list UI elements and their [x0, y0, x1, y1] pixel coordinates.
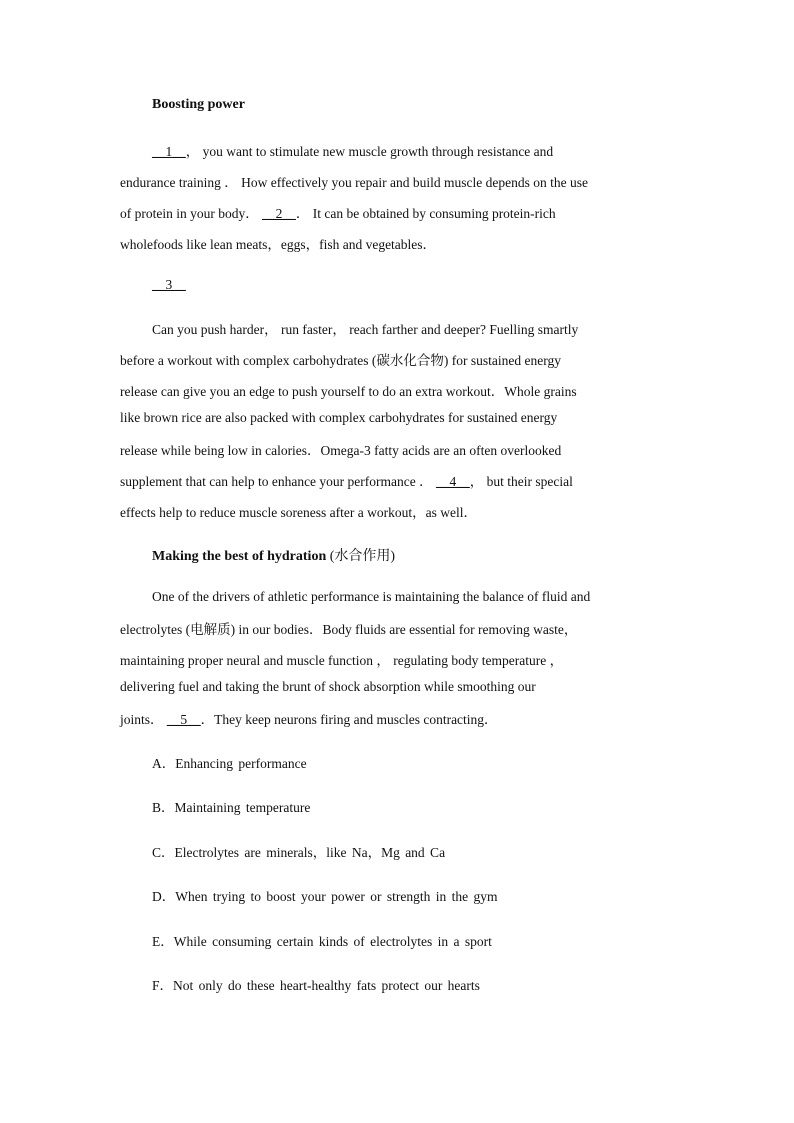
option-d[interactable]: D．When trying to boost your power or strength in the gym	[152, 889, 498, 904]
paragraph-line: supplement that can help to enhance your performance ． __4__， but their special	[120, 474, 573, 489]
subheading-slot	[152, 277, 706, 293]
blank-3[interactable]: __3__	[152, 277, 186, 292]
paragraph-line: wholefoods like lean meats，eggs，fish and vegetables．	[120, 237, 437, 252]
paragraph-line: maintaining proper neural and muscle function ， regulating body temperature ，	[120, 653, 564, 668]
paragraph-line: electrolytes (电解质) in our bodies．Body fluids are essential for removing waste，	[120, 622, 578, 637]
paragraph-line: __1__， you want to stimulate new muscle growth through resistance and	[152, 144, 554, 159]
blank-1[interactable]: __1__	[152, 144, 186, 159]
option-b[interactable]: B．Maintaining temperature	[152, 800, 311, 815]
blank-5[interactable]: __5__	[166, 712, 201, 727]
blank-2[interactable]: __2__	[262, 206, 296, 221]
section-heading-boosting-power: Boosting power	[152, 97, 245, 112]
option-a[interactable]: A．Enhancing performance	[152, 756, 307, 771]
paragraph-line: One of the drivers of athletic performance is maintaining the balance of fluid and	[152, 589, 591, 604]
paragraph-line: like brown rice are also packed with complex carbohydrates for sustained energy	[120, 410, 558, 425]
option-f[interactable]: F．Not only do these heart-healthy fats protect our hearts	[152, 978, 480, 993]
paragraph-line: release can give you an edge to push yourself to do an extra workout．Whole grains	[120, 384, 577, 399]
section-heading-hydration: Making the best of hydration (水合作用)	[152, 549, 396, 564]
paragraph-line: release while being low in calories．Omega-3 fatty acids are an often overlooked	[120, 443, 562, 458]
paragraph-line: before a workout with complex carbohydrates (碳水化合物) for sustained energy	[120, 353, 561, 368]
option-e[interactable]: E．While consuming certain kinds of electrolytes in a sport	[152, 934, 492, 949]
paragraph-line: effects help to reduce muscle soreness after a workout，as well．	[120, 505, 477, 520]
paragraph-line: joints． __5__．They keep neurons firing and muscles contracting．	[120, 712, 498, 727]
paragraph-line: endurance training ． How effectively you repair and build muscle depends on the use	[120, 175, 588, 190]
paragraph-line: delivering fuel and taking the brunt of shock absorption while smoothing our	[120, 679, 536, 694]
paragraph-line: Can you push harder， run faster， reach farther and deeper? Fuelling smartly	[152, 322, 579, 337]
blank-4[interactable]: __4__	[436, 474, 470, 489]
option-c[interactable]: C．Electrolytes are minerals，like Na，Mg and Ca	[152, 845, 446, 860]
paragraph-line: of protein in your body． __2__． It can be obtained by consuming protein-rich	[120, 206, 556, 221]
